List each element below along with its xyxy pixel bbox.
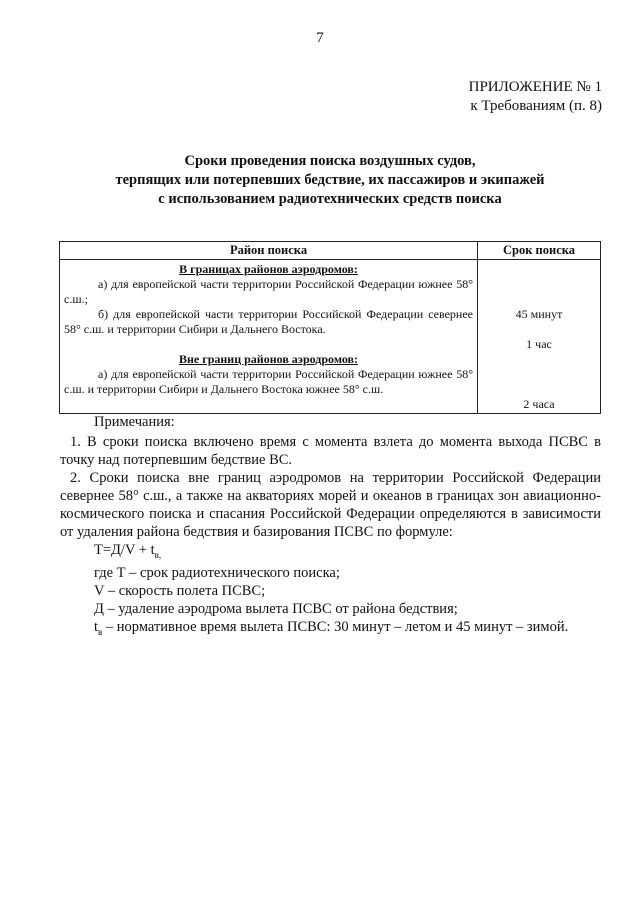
definition-t: где Т – срок радиотехнического поиска; xyxy=(94,564,340,581)
header-search-time: Срок поиска xyxy=(478,242,601,260)
annex-header xyxy=(469,78,602,116)
page-number: 7 xyxy=(316,30,324,46)
definition-tv xyxy=(84,618,601,641)
notes-heading: Примечания: xyxy=(94,414,175,430)
formula-main: Т=Д/V + t xyxy=(94,542,155,558)
search-time-cell xyxy=(478,260,601,414)
definition-tv-symbol: t xyxy=(94,618,99,635)
definition-d: Д – удаление аэродрома вылета ПСВС от района бедствия; xyxy=(94,600,458,617)
search-area-cell xyxy=(60,260,478,414)
header-search-area: Район поиска xyxy=(60,242,478,260)
within-item-a: а) для европейской части территории Российской Федерации южнее 58° с.ш.; xyxy=(64,277,474,306)
title-line-3: с использованием радиотехнических средств поиска xyxy=(158,191,502,207)
note-2: 2. Сроки поиска вне границ аэродромов на территории Российской Федерации севернее 58° с.ш., а также на акваториях морей и океанов в границах зон авиационно-космического поиска и спасания Российской Федерации определяются в зависимости от удаления района бедствия и базирования ПСВС по формуле: xyxy=(60,470,601,540)
search-deadlines-table xyxy=(59,241,601,414)
document-title xyxy=(60,152,600,209)
formula-subscript: в, xyxy=(154,549,162,560)
definition-tv-text: – нормативное время вылета ПСВС: 30 минут – летом и 45 минут – зимой. xyxy=(102,618,569,635)
search-time-formula xyxy=(84,541,601,564)
definition-tv-subscript: в xyxy=(98,626,103,637)
annex-reference: к Требованиям (п. 8) xyxy=(470,98,602,114)
time-within-item-b: 1 час xyxy=(526,337,552,351)
note-1: 1. В сроки поиска включено время с момента взлета до момента выхода ПСВС в точку над потерпевшим бедствие ВС. xyxy=(60,434,601,468)
group-spacer xyxy=(61,337,476,351)
within-item-b: б) для европейской части территории Российской Федерации севернее 58° с.ш. и территории Сибири и Дальнего Востока. xyxy=(64,307,474,336)
title-line-1: Сроки проведения поиска воздушных судов, xyxy=(184,153,476,169)
title-line-2: терпящих или потерпевших бедствие, их пассажиров и экипажей xyxy=(115,172,545,188)
definition-v: V – скорость полета ПСВС; xyxy=(94,582,266,599)
table-body-row xyxy=(60,260,601,414)
group-heading-outside-aerodromes: Вне границ районов аэродромов: xyxy=(179,352,359,366)
annex-title: ПРИЛОЖЕНИЕ № 1 xyxy=(468,79,602,95)
time-within-item-a: 45 минут xyxy=(515,307,563,321)
group-heading-within-aerodromes: В границах районов аэродромов: xyxy=(179,262,358,276)
outside-item-a: а) для европейской части территории Российской Федерации южнее 58° с.ш. и территории Сибири и Дальнего Востока южнее 58° с.ш. xyxy=(64,367,474,396)
notes-section xyxy=(60,413,601,641)
table-header-row xyxy=(60,242,601,260)
time-outside-item-a: 2 часа xyxy=(523,397,555,411)
